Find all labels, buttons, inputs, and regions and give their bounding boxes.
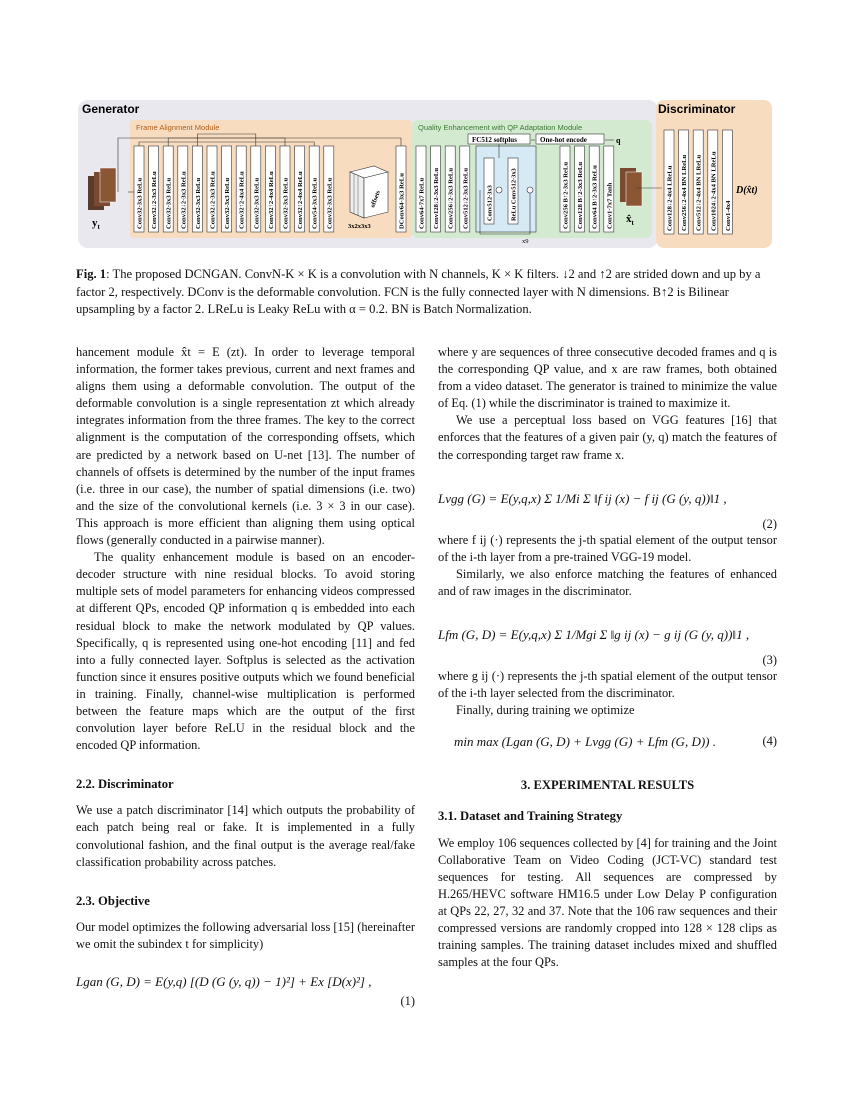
fam-title: Frame Alignment Module xyxy=(136,123,220,132)
discriminator-title: Discriminator xyxy=(658,102,736,116)
qe-encoder-layer-label: Conv512↓2-3x3 ReLu xyxy=(462,168,470,229)
fam-layer-label: Conv32↓2-3x3 ReLu xyxy=(151,171,159,229)
add-node xyxy=(527,187,533,193)
repeat-label: x9 xyxy=(522,238,529,245)
dconv-layer-label: DConv64-3x3 ReLu xyxy=(398,173,406,229)
equation-number: (2) xyxy=(762,516,777,531)
qe-decoder-layer-label: Conv256 B↑2-3x3 ReLu xyxy=(562,161,570,229)
output-label: $x̂_t$ xyxy=(626,213,634,227)
fam-layer-label: Conv32-3x3 ReLu xyxy=(326,177,334,229)
left-column xyxy=(76,344,415,1013)
section-heading: 3.1. Dataset and Training Strategy xyxy=(438,809,623,824)
disc-layer-label: Conv128↓2-4x4 LReLu xyxy=(666,165,674,231)
fam-layer-label: Conv32-3x3 ReLu xyxy=(282,177,290,229)
fam-layer-label: Conv32↑2-4x4 ReLu xyxy=(267,171,275,229)
disc-layer-label: Conv1024↓2-4x4 BN LReLu xyxy=(710,151,718,231)
equation-4: min max (Lgan (G, D) + Lvgg (G) + Lfm (G, D)) . (4) xyxy=(454,734,777,750)
equation-number: (1) xyxy=(400,994,415,1008)
qe-encoder-layer-label: Conv256↓2-3x3 ReLu xyxy=(447,168,455,229)
equation-3: Lfm (G, D) = E(y,q,x) Σ 1/Mgi Σ ‖g ij (x) − g ij (G (y, q))‖1 , (3) xyxy=(438,626,777,668)
fam-layer-label: Conv32-3x3 ReLu xyxy=(165,177,173,229)
paragraph: Our model optimizes the following adversarial loss [15] (hereinafter we omit the subindex t for simplicity) xyxy=(76,919,415,951)
fam-layer-label: Conv32-3x3 ReLu xyxy=(194,177,202,229)
paragraph: Finally, during training we optimize xyxy=(456,703,635,718)
kernel-label: 3x2x3x3 xyxy=(348,223,371,230)
fam-layer-label: Conv32-3x3 ReLu xyxy=(136,177,144,229)
disc-layer-label: Conv1-4x4 xyxy=(724,200,732,231)
q-label: q xyxy=(616,136,621,145)
input-label: $y_t$ xyxy=(92,217,100,231)
fam-layer-label: Conv32-3x3 ReLu xyxy=(253,177,261,229)
paragraph: We use a patch discriminator [14] which outputs the probability of each patch being real or fake. It is implemented in a fully convolutional fashion, and the final output is the average real/fake classification probability across patches. xyxy=(76,803,415,869)
section-heading: 2.3. Objective xyxy=(76,893,150,908)
disc-layer-label: Conv512↓2-4x4 BN LReLu xyxy=(695,154,703,231)
multiply-node xyxy=(496,187,502,193)
fam-layer-label: Conv32↑2-4x4 ReLu xyxy=(297,171,305,229)
equation-1: Lgan (G, D) = E(y,q) [(D (G (y, q)) − 1)²] + Ex [D(x)²] , (1) xyxy=(76,973,415,1013)
qe-encoder-layer-label: Conv128↓2-3x3 ReLu xyxy=(433,168,441,229)
fam-layer-label: Conv32↓2-3x3 ReLu xyxy=(180,171,188,229)
equation-2: Lvgg (G) = E(y,q,x) Σ 1/Mi Σ ‖f ij (x) − f ij (G (y, q))‖1 , (2) xyxy=(438,490,777,532)
paragraph: We use a perceptual loss based on VGG features [16] that enforces that the features of a given pair (y, q) match the features of the corresponding target raw frame x. xyxy=(438,413,777,462)
qe-decoder-layer-label: Conv1-7x7 Tanh xyxy=(606,182,614,229)
right-column xyxy=(438,344,777,971)
section-heading: 2.2. Discriminator xyxy=(76,777,174,792)
caption-label: Fig. 1 xyxy=(76,267,107,281)
qe-decoder-layer-label: Conv128 B↑2-3x3 ReLu xyxy=(577,161,585,229)
paragraph: where g ij (·) represents the j-th spatial element of the output tensor of the i-th layer selected from the discriminator. xyxy=(438,669,777,701)
paragraph: hancement module x̂t = E (zt). In order to leverage temporal information, the former takes previous, current and next frames and aligns them using a deformable convolution. The output of the deformable convolution is a single representation zt which already integrates information from the three frames. The key to the correct alignment is the computation of the corresponding offsets, which are predicted by a network based on U-net [13]. The number of channels of offsets is determined by the number of the input frames (i.e. three in our case), the number of spatial dimensions (i.e. two) and the size of the convolutional kernels (i.e. 3 × 3 in our case). This approach is more efficient than aligning them using optical flows (generally conducted in a pairwise manner). xyxy=(76,345,415,548)
qe-title: Quality Enhancement with QP Adaptation Module xyxy=(418,123,583,132)
fam-layer-label: Conv54-3x3 ReLu xyxy=(311,177,319,229)
paragraph: Similarly, we also enforce matching the features of enhanced and of raw images in the discriminator. xyxy=(438,566,777,598)
architecture-figure xyxy=(78,100,772,248)
offsets-cube xyxy=(350,166,388,218)
disc-output: D(x̂t) xyxy=(736,185,758,196)
equation-number: (3) xyxy=(762,653,777,668)
paragraph: We employ 106 sequences collected by [4] for training and the Joint Collaborative Team on Video Coding (JCT-VC) standard test sequences for testing. All sequences are compressed by H.265/HEVC software HM16.5 under Low Delay P configuration at QPs 22, 27, 32 and 37. Note that the 106 raw sequences and their compressed versions are randomly cropped into 128 × 128 clips as training samples. The training dataset includes mixed and shuffled samples at the four QPs. xyxy=(438,835,777,970)
output-frame xyxy=(620,168,642,206)
resblock-layer-label: ReLu Conv512-3x3 xyxy=(510,168,518,221)
qe-decoder-layer-label: Conv64 B↑2-3x3 ReLu xyxy=(591,165,599,229)
equation-number: (4) xyxy=(762,734,777,749)
paragraph: The quality enhancement module is based on an encoder-decoder structure with nine residual blocks. To avoid storing multiple sets of model parameters for enhancing videos compressed at different QPs, encoded QP information q is embedded into each residual block to make the network modulated by QP values. Specifically, q is represented using one-hot encoding [11] and fed into a fully connected layer. Softplus is selected as the activation function since it ensures positive outputs which we found beneficial in training. Finally, channel-wise multiplication is performed between the feature maps which are the output of the first convolution layer before ReLU in the residual block and the encoded QP information. xyxy=(76,550,415,753)
paragraph: where f ij (·) represents the j-th spatial element of the output tensor of the i-th layer from a pre-trained VGG-19 model. xyxy=(438,532,777,564)
resblock-layer-label: Conv512-3x3 xyxy=(486,185,494,221)
caption-text: : The proposed DCNGAN. ConvN-K × K is a convolution with N channels, K × K filters. ↓2 and ↑2 are strided down and up by a factor 2, respectively. DConv is the deformable convolution. FCN is the fully connected layer with N dimensions. B↑2 is Bilinear upsampling by a factor 2. LReLu is Leaky ReLu with α = 0.2. BN is Batch Normalization. xyxy=(76,267,761,317)
onehot-label: One-hot encode xyxy=(540,136,587,144)
section-heading: 3. EXPERIMENTAL RESULTS xyxy=(520,778,695,793)
disc-layer-label: Conv256↓2-4x4 BN LReLu xyxy=(681,154,689,231)
fam-layer-label: Conv32-3x3 ReLu xyxy=(224,177,232,229)
figure-caption xyxy=(76,266,774,319)
fc-label: FC512 softplus xyxy=(472,136,517,144)
paragraph: where y are sequences of three consecutive decoded frames and q is the corresponding QP value, and x are raw frames, both obtained from a video dataset. The generator is trained to minimize the value of Eq. (1) while the discriminator is trained to maximize it. xyxy=(438,345,777,411)
offsets-label: offsets xyxy=(369,189,382,209)
qe-encoder-layer-label: Conv64-7x7 ReLu xyxy=(418,177,426,229)
fam-layer-label: Conv32↓2-3x3 ReLu xyxy=(209,171,217,229)
generator-title: Generator xyxy=(82,102,140,116)
fam-layer-label: Conv32↑2-4x4 ReLu xyxy=(238,171,246,229)
